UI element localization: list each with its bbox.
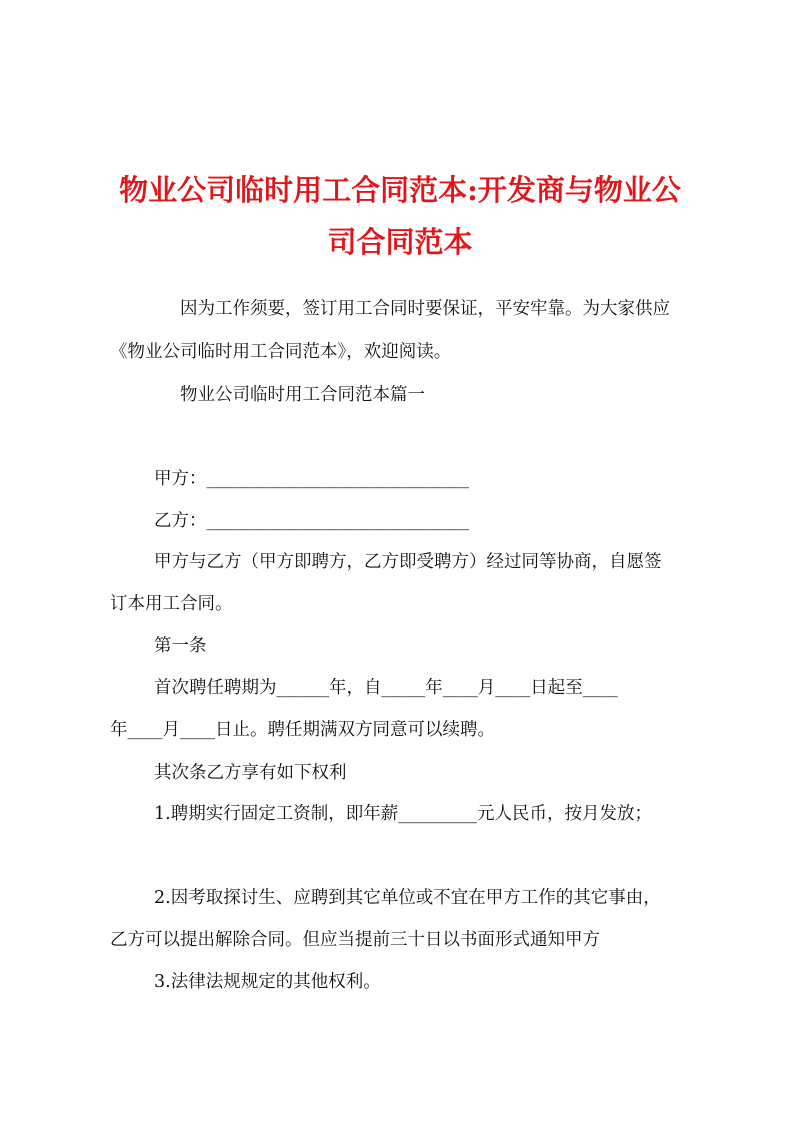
article-2-heading: 其次条乙方享有如下权利 (154, 763, 347, 783)
intro-paragraph-line-1: 因为工作须要，签订用工合同时要保证，平安牢靠。为大家供应 (180, 299, 670, 319)
party-b-field: 乙方：______________________________ (154, 511, 469, 531)
term-paragraph-line-1: 首次聘任聘期为______年，自_____年____月____日起至____ (154, 678, 618, 698)
article-1-heading: 第一条 (154, 636, 207, 656)
consent-paragraph-line-1: 甲方与乙方（甲方即聘方，乙方即受聘方）经过同等协商，自愿签 (154, 552, 662, 572)
party-a-field: 甲方：______________________________ (154, 469, 469, 489)
document-title-line-2: 司合同范本 (327, 225, 473, 259)
consent-paragraph-line-2: 订本用工合同。 (110, 594, 233, 614)
right-item-1: 1.聘期实行固定工资制，即年薪_________元人民币，按月发放； (154, 804, 652, 824)
right-item-3: 3.法律法规规定的其他权利。 (154, 972, 381, 992)
document-title-line-1: 物业公司临时用工合同范本:开发商与物业公 (119, 173, 681, 207)
section-subtitle: 物业公司临时用工合同范本篇一 (180, 385, 425, 405)
term-paragraph-line-2: 年____月____日止。聘任期满双方同意可以续聘。 (110, 720, 495, 740)
right-item-2-line-2: 乙方可以提出解除合同。但应当提前三十日以书面形式通知甲方 (110, 930, 600, 950)
right-item-2-line-1: 2.因考取探讨生、应聘到其它单位或不宜在甲方工作的其它事由， (154, 888, 661, 908)
intro-paragraph-line-2: 《物业公司临时用工合同范本》，欢迎阅读。 (110, 342, 452, 362)
